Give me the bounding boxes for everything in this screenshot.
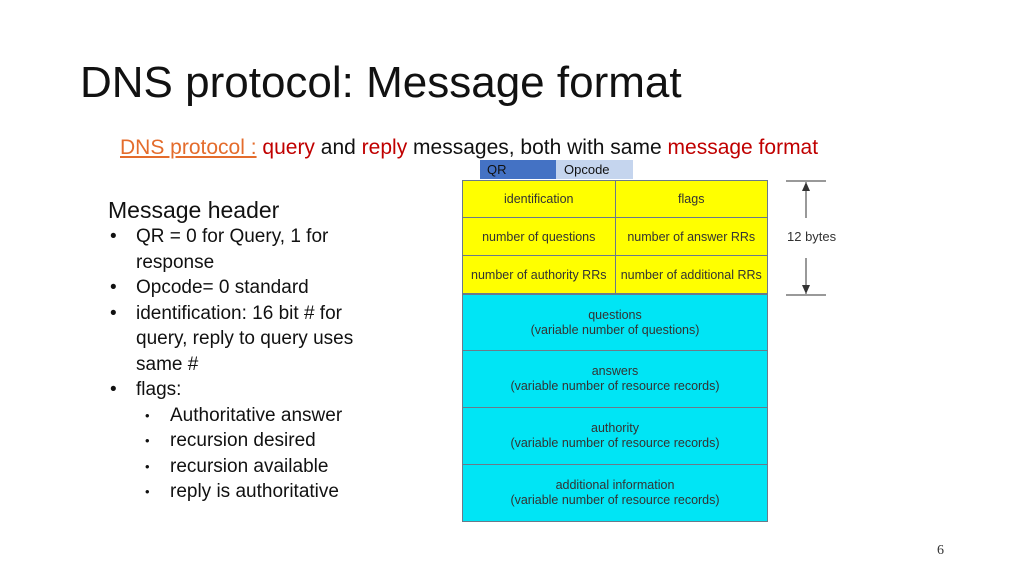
- subtitle-and: and: [320, 136, 356, 159]
- section-desc: (variable number of resource records): [510, 493, 720, 507]
- num-questions-field: number of questions: [462, 218, 616, 256]
- header-row: [462, 256, 768, 294]
- section-desc: (variable number of questions): [530, 322, 700, 337]
- subtitle-query: query: [262, 136, 315, 159]
- num-additional-rrs-field: number of additional RRs: [616, 256, 769, 294]
- sub-bullet-item: • recursion desired: [136, 428, 398, 454]
- page-number: 6: [937, 543, 944, 558]
- bullet-text: flags:: [136, 379, 182, 400]
- sub-bullet-item: • reply is authoritative: [136, 479, 398, 505]
- section-name: authority: [591, 421, 639, 435]
- message-header-heading: Message header: [108, 197, 280, 223]
- additional-info-section: [462, 465, 768, 522]
- section-name: additional information: [555, 478, 675, 492]
- dns-message-diagram: [462, 180, 768, 522]
- slide-title: DNS protocol: Message format: [80, 58, 682, 107]
- bullet-text: Opcode= 0 standard: [136, 277, 309, 298]
- bullet-text: QR = 0 for Query, 1 for response: [136, 226, 329, 273]
- header-row: [462, 218, 768, 256]
- opcode-field-label: Opcode: [556, 160, 633, 179]
- sub-bullet-item: • recursion available: [136, 454, 398, 480]
- subtitle-reply: reply: [361, 136, 408, 159]
- section-name: answers: [591, 364, 639, 378]
- section-desc: (variable number of resource records): [510, 379, 720, 393]
- bullet-text: identification: 16 bit # for query, reply to query uses same #: [136, 302, 354, 375]
- arrow-up-head: [802, 182, 810, 191]
- sub-bullet-item: • Authoritative answer: [136, 403, 398, 429]
- section-desc: (variable number of resource records): [510, 436, 720, 450]
- subtitle-rest: messages, both with same: [413, 136, 662, 159]
- num-answer-rrs-field: number of answer RRs: [616, 218, 769, 256]
- bullet-item: [108, 224, 398, 275]
- bullet-item: [108, 275, 398, 301]
- section-name: questions: [588, 307, 642, 322]
- twelve-bytes-label: 12 bytes: [787, 229, 837, 244]
- flags-sub-list: [136, 403, 398, 505]
- bullet-item: [108, 301, 398, 378]
- subtitle-format: message format: [667, 136, 819, 159]
- header-bullet-list: [108, 224, 398, 505]
- answers-section: [462, 351, 768, 408]
- subtitle: [120, 136, 818, 160]
- bullet-item: [108, 377, 398, 505]
- arrow-down-head: [802, 285, 810, 294]
- questions-section: [462, 294, 768, 351]
- dns-protocol-link[interactable]: DNS protocol :: [120, 136, 257, 159]
- flags-field: flags: [616, 180, 769, 218]
- num-authority-rrs-field: number of authority RRs: [462, 256, 616, 294]
- authority-section: [462, 408, 768, 465]
- qr-field-label: QR: [480, 160, 556, 179]
- identification-field: identification: [462, 180, 616, 218]
- header-row: [462, 180, 768, 218]
